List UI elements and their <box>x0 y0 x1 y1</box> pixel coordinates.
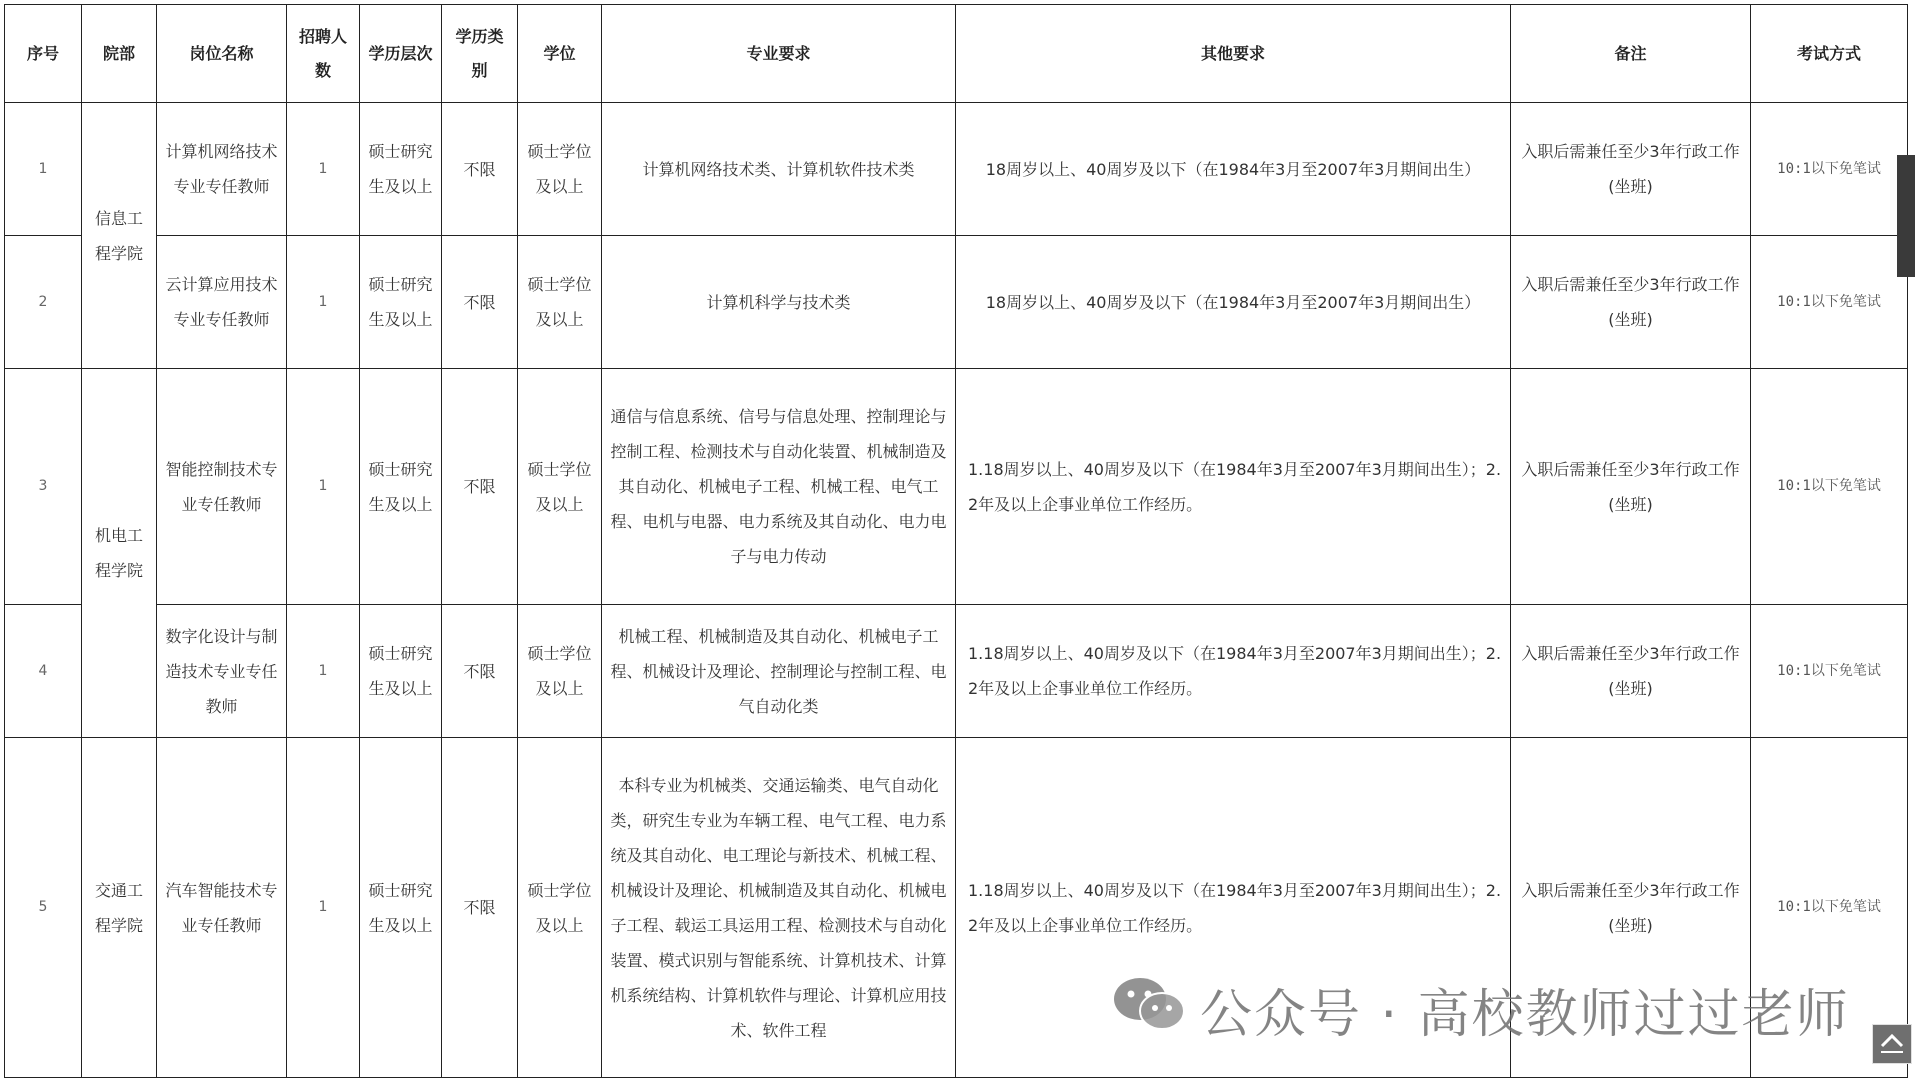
header-note: 备注 <box>1511 5 1751 103</box>
education-cell: 硕士研究生及以上 <box>360 605 442 738</box>
education-cell: 硕士研究生及以上 <box>360 236 442 369</box>
major-cell: 通信与信息系统、信号与信息处理、控制理论与控制工程、检测技术与自动化装置、机械制造及其自动化、机械电子工程、机械工程、电气工程、电机与电器、电力系统及其自动化、电力电子与电力传动 <box>602 369 956 605</box>
category-cell: 不限 <box>442 236 518 369</box>
position-cell: 数字化设计与制造技术专业专任教师 <box>157 605 287 738</box>
degree-cell: 硕士学位及以上 <box>518 369 602 605</box>
position-cell: 计算机网络技术专业专任教师 <box>157 103 287 236</box>
count-cell: 1 <box>287 369 360 605</box>
count-cell: 1 <box>287 605 360 738</box>
department-cell: 信息工程学院 <box>82 103 157 369</box>
degree-cell: 硕士学位及以上 <box>518 738 602 1078</box>
header-education: 学历层次 <box>360 5 442 103</box>
department-cell: 机电工程学院 <box>82 369 157 738</box>
category-cell: 不限 <box>442 605 518 738</box>
other-cell: 1.18周岁以上、40周岁及以下（在1984年3月至2007年3月期间出生）；2.2年及以上企事业单位工作经历。 <box>956 738 1511 1078</box>
header-exam: 考试方式 <box>1751 5 1908 103</box>
category-cell: 不限 <box>442 369 518 605</box>
scrollbar-thumb[interactable] <box>1897 155 1915 277</box>
education-cell: 硕士研究生及以上 <box>360 103 442 236</box>
note-cell: 入职后需兼任至少3年行政工作(坐班) <box>1511 236 1751 369</box>
watermark <box>1112 972 1850 1047</box>
note-cell: 入职后需兼任至少3年行政工作(坐班) <box>1511 605 1751 738</box>
major-cell: 机械工程、机械制造及其自动化、机械电子工程、机械设计及理论、控制理论与控制工程、电气自动化类 <box>602 605 956 738</box>
table-row <box>5 236 1908 369</box>
count-cell: 1 <box>287 103 360 236</box>
table-row <box>5 369 1908 605</box>
header-degree: 学位 <box>518 5 602 103</box>
back-to-top-button[interactable] <box>1872 1024 1912 1064</box>
header-other: 其他要求 <box>956 5 1511 103</box>
note-cell: 入职后需兼任至少3年行政工作(坐班) <box>1511 738 1751 1078</box>
position-cell: 云计算应用技术专业专任教师 <box>157 236 287 369</box>
degree-cell: 硕士学位及以上 <box>518 236 602 369</box>
position-cell: 汽车智能技术专业专任教师 <box>157 738 287 1078</box>
watermark-text: 公众号 · 高校教师过过老师 <box>1200 985 1850 1045</box>
note-cell: 入职后需兼任至少3年行政工作(坐班) <box>1511 369 1751 605</box>
degree-cell: 硕士学位及以上 <box>518 605 602 738</box>
exam-cell: 10:1以下免笔试 <box>1751 605 1908 738</box>
row-no: 1 <box>5 103 82 236</box>
exam-cell: 10:1以下免笔试 <box>1751 738 1908 1078</box>
major-cell: 本科专业为机械类、交通运输类、电气自动化类，研究生专业为车辆工程、电气工程、电力系统及其自动化、电工理论与新技术、机械工程、机械设计及理论、机械制造及其自动化、机械电子工程、载运工具运用工程、检测技术与自动化装置、模式识别与智能系统、计算机技术、计算机系统结构、计算机软件与理论、计算机应用技术、软件工程 <box>602 738 956 1078</box>
degree-cell: 硕士学位及以上 <box>518 103 602 236</box>
category-cell: 不限 <box>442 738 518 1078</box>
other-cell: 1.18周岁以上、40周岁及以下（在1984年3月至2007年3月期间出生）；2.2年及以上企事业单位工作经历。 <box>956 369 1511 605</box>
exam-cell: 10:1以下免笔试 <box>1751 369 1908 605</box>
header-position: 岗位名称 <box>157 5 287 103</box>
other-cell: 1.18周岁以上、40周岁及以下（在1984年3月至2007年3月期间出生）；2.2年及以上企事业单位工作经历。 <box>956 605 1511 738</box>
exam-cell: 10:1以下免笔试 <box>1751 103 1908 236</box>
recruitment-table <box>4 4 1908 1078</box>
table-row <box>5 605 1908 738</box>
education-cell: 硕士研究生及以上 <box>360 369 442 605</box>
count-cell: 1 <box>287 738 360 1078</box>
major-cell: 计算机科学与技术类 <box>602 236 956 369</box>
other-cell: 18周岁以上、40周岁及以下（在1984年3月至2007年3月期间出生） <box>956 236 1511 369</box>
header-row <box>5 5 1908 103</box>
education-cell: 硕士研究生及以上 <box>360 738 442 1078</box>
row-no: 3 <box>5 369 82 605</box>
chevron-up-icon <box>1877 1027 1907 1061</box>
category-cell: 不限 <box>442 103 518 236</box>
header-major: 专业要求 <box>602 5 956 103</box>
row-no: 4 <box>5 605 82 738</box>
other-cell: 18周岁以上、40周岁及以下（在1984年3月至2007年3月期间出生） <box>956 103 1511 236</box>
count-cell: 1 <box>287 236 360 369</box>
header-count: 招聘人数 <box>287 5 360 103</box>
wechat-icon <box>1112 975 1186 1044</box>
recruitment-table-wrapper <box>4 4 1908 1078</box>
header-no: 序号 <box>5 5 82 103</box>
department-cell: 交通工程学院 <box>82 738 157 1078</box>
major-cell: 计算机网络技术类、计算机软件技术类 <box>602 103 956 236</box>
header-department: 院部 <box>82 5 157 103</box>
note-cell: 入职后需兼任至少3年行政工作(坐班) <box>1511 103 1751 236</box>
header-category: 学历类别 <box>442 5 518 103</box>
row-no: 5 <box>5 738 82 1078</box>
position-cell: 智能控制技术专业专任教师 <box>157 369 287 605</box>
exam-cell: 10:1以下免笔试 <box>1751 236 1908 369</box>
table-row <box>5 103 1908 236</box>
row-no: 2 <box>5 236 82 369</box>
